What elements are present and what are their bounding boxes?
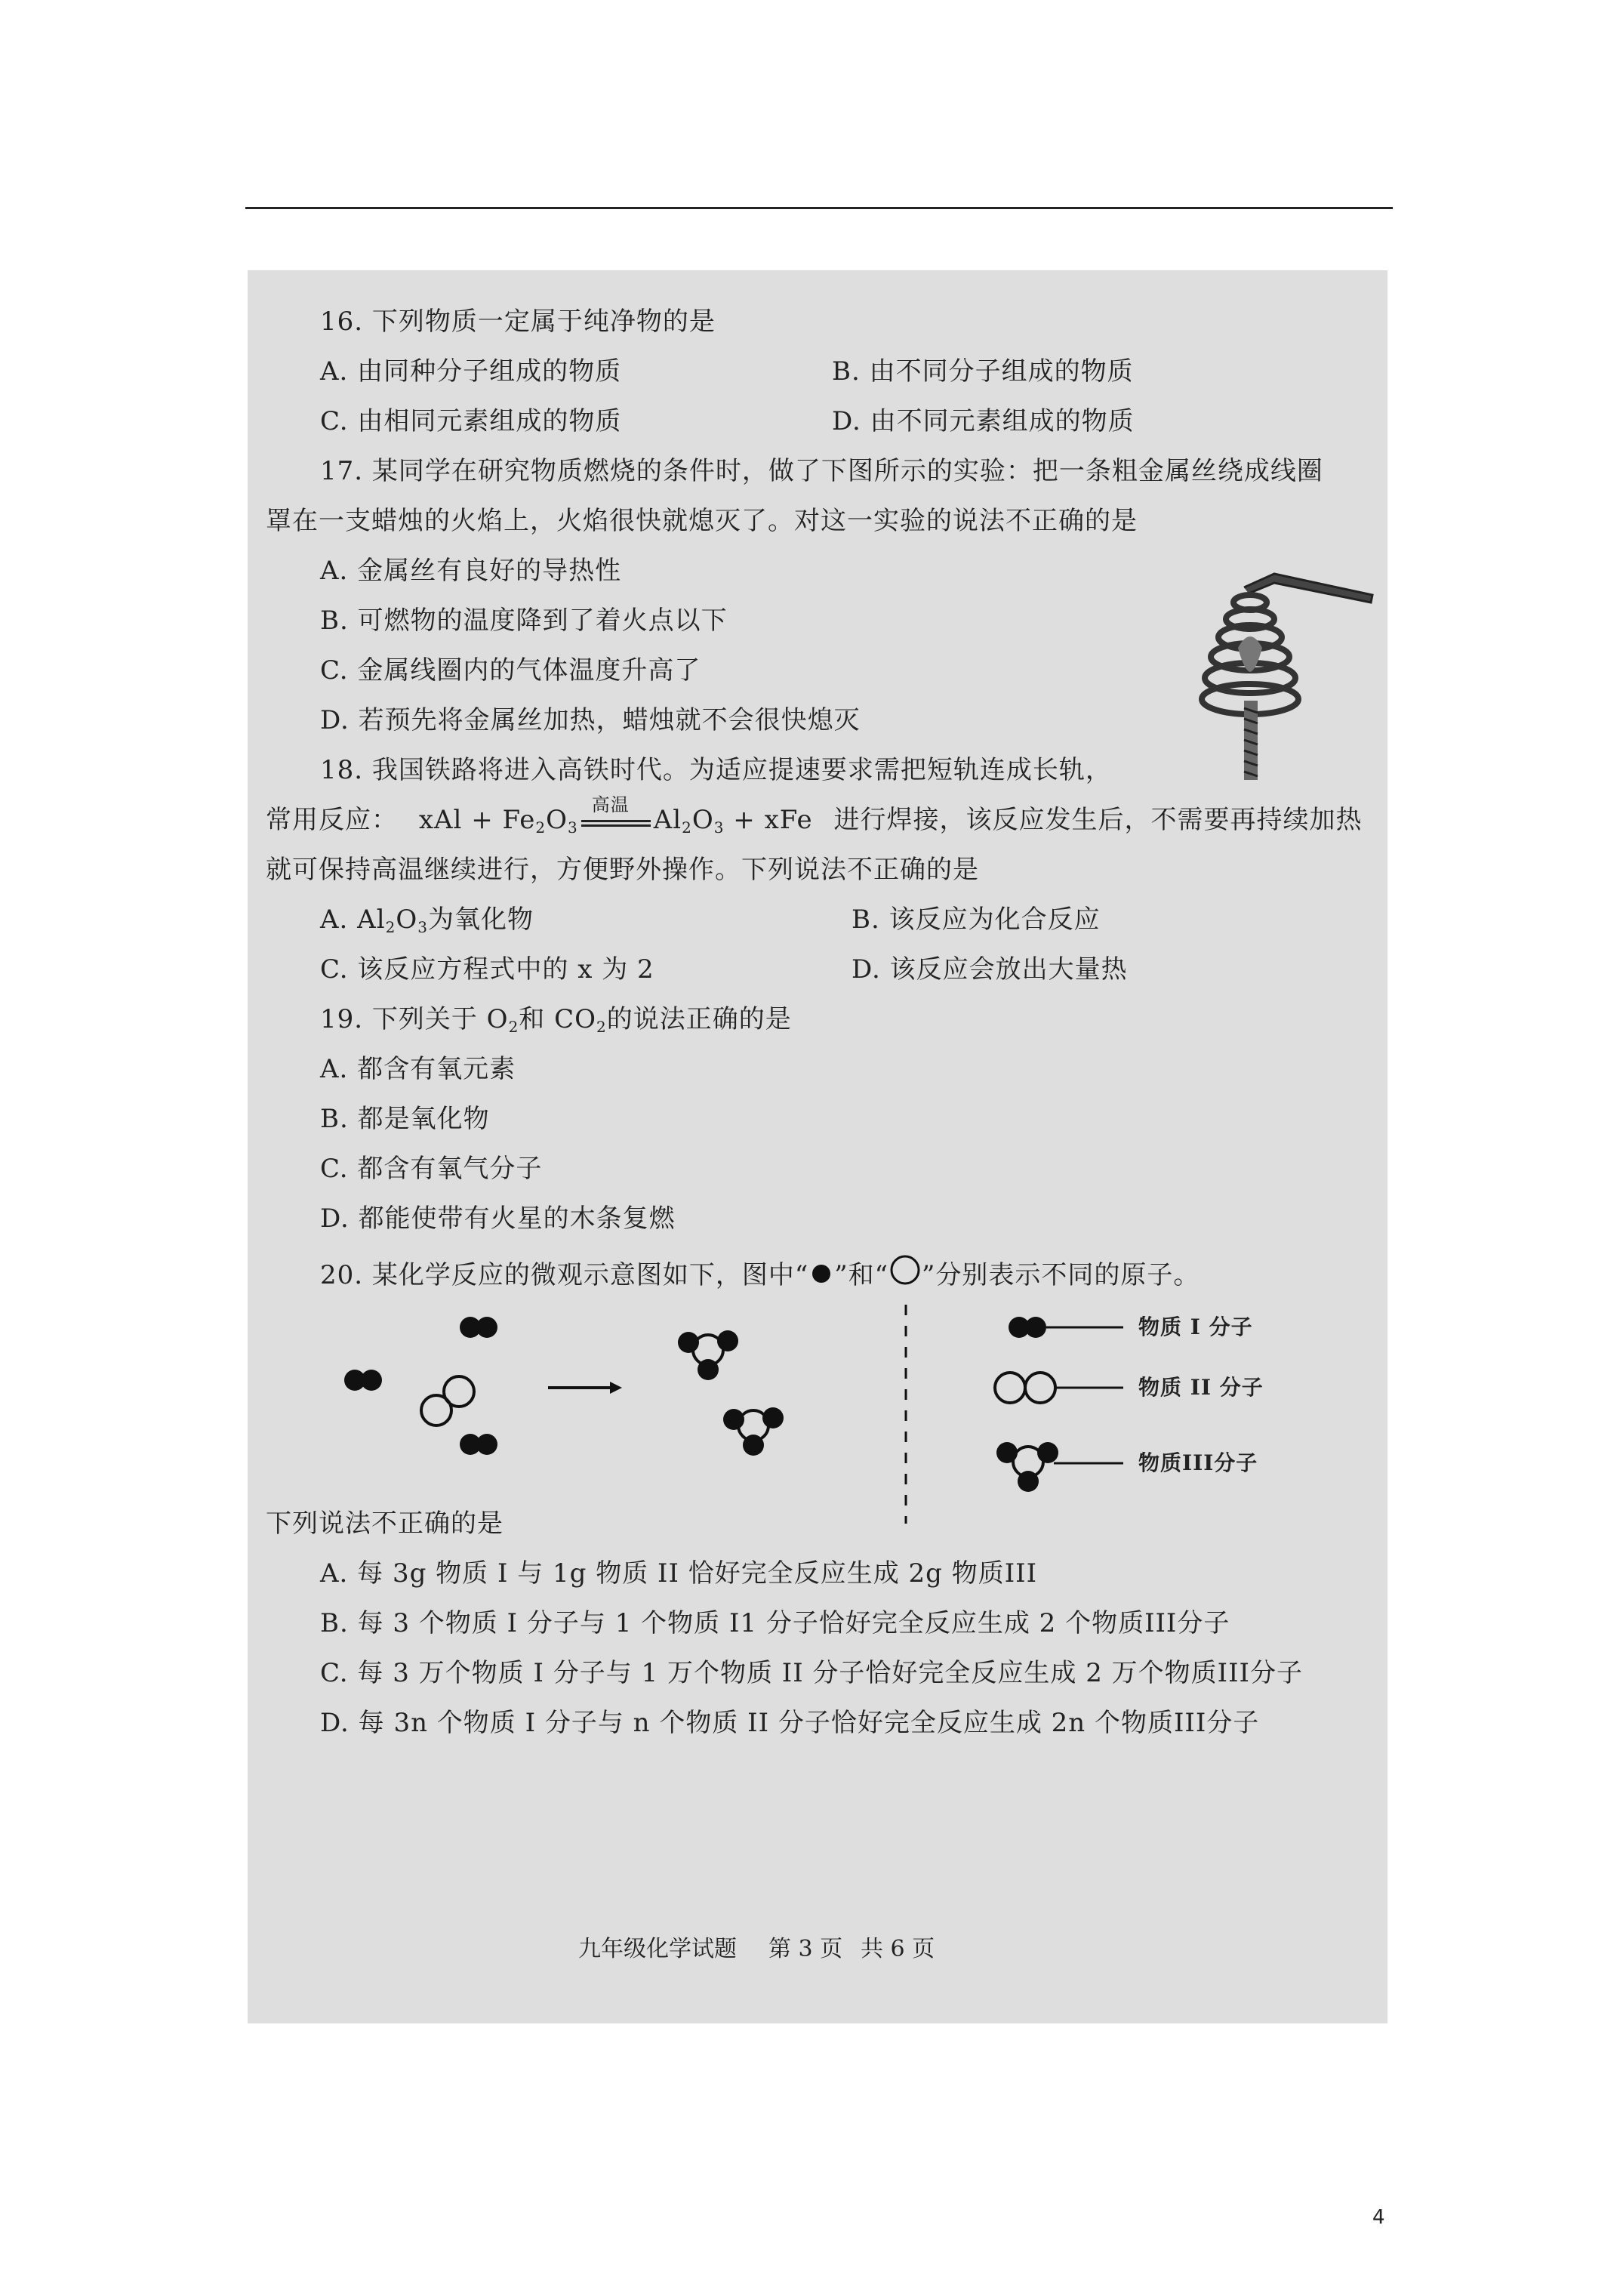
eq-text: O — [691, 805, 714, 835]
reaction-arrow-icon — [548, 1382, 622, 1394]
reactant-molecule-i — [460, 1434, 497, 1455]
legend-molecule-ii — [995, 1373, 1055, 1403]
q19-stem — [320, 1004, 792, 1042]
q18-stem-line2 — [266, 794, 1363, 843]
q17-option-d: D. 若预先将金属丝加热，蜡烛就不会很快熄灭 — [320, 705, 861, 735]
legend-molecule-iii — [996, 1442, 1058, 1492]
product-molecule-iii — [723, 1407, 784, 1456]
q17-option-a: A. 金属丝有良好的导热性 — [320, 556, 622, 586]
q19-text: 的说法正确的是 — [606, 1004, 792, 1034]
q16-option-b: B. 由不同分子组成的物质 — [832, 356, 1134, 387]
q18-option-d: D. 该反应会放出大量热 — [852, 954, 1128, 985]
white-atom-icon — [888, 1253, 922, 1287]
q18-equation — [418, 794, 822, 837]
q19-option-a: A. 都含有氧元素 — [320, 1054, 516, 1084]
footer-subject: 九年级化学试题 — [578, 1936, 737, 1962]
legend-label-ii: 物质 II 分子 — [1138, 1375, 1264, 1400]
q19-text: 和 CO — [519, 1004, 596, 1034]
q20-option-c: C. 每 3 万个物质 I 分子与 1 万个物质 II 分子恰好完全反应生成 2 万个物质III分子 — [320, 1658, 1303, 1688]
q18-option-a — [320, 905, 534, 942]
q17-option-c: C. 金属线圈内的气体温度升高了 — [320, 655, 701, 686]
page-number: 4 — [1372, 2206, 1385, 2229]
q20-text: ”和“ — [834, 1260, 889, 1290]
q20-text: ”分别表示不同的原子。 — [922, 1260, 1200, 1290]
q17-stem-line1: 17. 某同学在研究物质燃烧的条件时，做了下图所示的实验：把一条粗金属丝绕成线圈 — [320, 456, 1323, 486]
q16-option-d: D. 由不同元素组成的物质 — [832, 406, 1135, 436]
eq-sub: 3 — [713, 818, 725, 837]
eq-sub: 3 — [567, 818, 578, 837]
q20-text: 20. 某化学反应的微观示意图如下，图中“ — [320, 1260, 809, 1290]
q19-option-c: C. 都含有氧气分子 — [320, 1154, 543, 1184]
scanned-page — [248, 270, 1387, 2023]
q16-option-a: A. 由同种分子组成的物质 — [320, 356, 622, 387]
eq-text: Al — [653, 805, 682, 835]
q18-a-text: O — [396, 905, 418, 935]
q16-stem: 16. 下列物质一定属于纯净物的是 — [320, 307, 716, 337]
q20-option-b: B. 每 3 个物质 I 分子与 1 个物质 I1 分子恰好完全反应生成 2 个物质III分子 — [320, 1608, 1230, 1638]
q18-a-text: 为氧化物 — [427, 905, 534, 935]
q18-a-text: A. Al — [320, 905, 386, 935]
q17-stem-line2: 罩在一支蜡烛的火焰上，火焰很快就熄灭了。对这一实验的说法不正确的是 — [266, 506, 1138, 536]
metal-coil-figure — [1153, 557, 1380, 784]
product-molecule-iii — [678, 1330, 738, 1380]
q20-option-a: A. 每 3g 物质 I 与 1g 物质 II 恰好完全反应生成 2g 物质III — [320, 1558, 1038, 1589]
eq-arrow — [578, 794, 654, 837]
q18-reaction-suffix: 进行焊接，该反应发生后，不需要再持续加热 — [833, 805, 1363, 835]
footer-total: 共 6 页 — [861, 1936, 935, 1962]
header-rule — [245, 207, 1393, 209]
q18-option-b: B. 该反应为化合反应 — [852, 905, 1101, 935]
eq-text: O — [546, 805, 568, 835]
eq-condition: 高温 — [591, 794, 630, 815]
q20-option-d: D. 每 3n 个物质 I 分子与 n 个物质 II 分子恰好完全反应生成 2n 个物质III分子 — [320, 1708, 1260, 1738]
q18-a-sub: 3 — [417, 918, 428, 936]
q16-option-c: C. 由相同元素组成的物质 — [320, 406, 622, 436]
q19-sub: 2 — [508, 1018, 519, 1036]
legend-molecule-i — [1009, 1317, 1046, 1338]
legend-label-i: 物质 I 分子 — [1138, 1314, 1253, 1339]
q18-option-c: C. 该反应方程式中的 x 为 2 — [320, 954, 654, 985]
q20-prompt: 下列说法不正确的是 — [266, 1509, 504, 1539]
q18-stem-line3: 就可保持高温继续进行，方便野外操作。下列说法不正确的是 — [266, 855, 979, 885]
q19-option-d: D. 都能使带有火星的木条复燃 — [320, 1203, 676, 1234]
reactant-molecule-i — [460, 1317, 497, 1338]
q18-reaction-prefix: 常用反应： — [266, 805, 398, 835]
q17-option-b: B. 可燃物的温度降到了着火点以下 — [320, 606, 728, 636]
q19-option-b: B. 都是氧化物 — [320, 1104, 490, 1134]
footer-page: 第 3 页 — [768, 1936, 843, 1962]
eq-text: + xFe — [724, 805, 813, 835]
eq-sub: 2 — [535, 818, 547, 837]
q20-stem — [320, 1253, 1200, 1290]
eq-left-text: xAl + Fe — [418, 805, 536, 835]
q18-a-sub: 2 — [385, 918, 396, 936]
q18-stem-line1: 18. 我国铁路将进入高铁时代。为适应提速要求需把短轨连成长轨， — [320, 755, 1112, 785]
q19-text: 19. 下列关于 O — [320, 1004, 509, 1034]
reactant-molecule-ii — [421, 1376, 474, 1425]
q19-sub: 2 — [596, 1018, 607, 1036]
legend-label-iii: 物质III分子 — [1138, 1450, 1258, 1475]
reactant-molecule-i — [344, 1370, 382, 1391]
black-atom-icon — [808, 1261, 834, 1287]
eq-sub: 2 — [682, 818, 692, 837]
